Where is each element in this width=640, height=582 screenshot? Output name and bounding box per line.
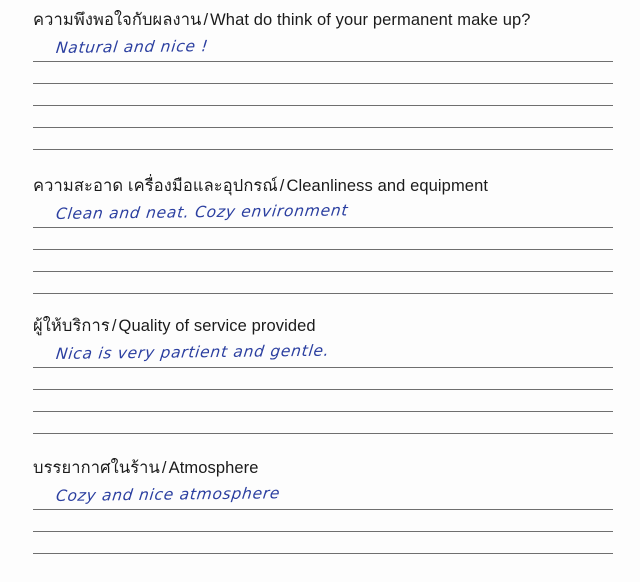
rule-line xyxy=(33,271,613,272)
rule-line xyxy=(33,531,613,532)
question-separator: / xyxy=(279,177,285,195)
question-label-thai: ความสะอาด เครื่องมือและอุปกรณ์ xyxy=(33,177,278,195)
rule-line xyxy=(33,149,613,150)
question-label-english: Quality of service provided xyxy=(118,317,316,335)
question-label-english: Cleanliness and equipment xyxy=(286,177,489,195)
rule-line xyxy=(33,293,613,294)
rule-line xyxy=(33,127,613,128)
answer-lines xyxy=(33,485,613,561)
form-section-service-quality xyxy=(33,316,613,441)
rule-line xyxy=(33,61,613,62)
form-section-cleanliness xyxy=(33,176,613,301)
question-label-thai: ผู้ให้บริการ xyxy=(33,317,110,335)
rule-line xyxy=(33,83,613,84)
question-separator: / xyxy=(161,459,167,477)
form-section-satisfaction xyxy=(33,10,613,157)
rule-line xyxy=(33,367,613,368)
question-label xyxy=(33,458,613,479)
question-label-english: Atmosphere xyxy=(168,459,259,477)
question-separator: / xyxy=(203,11,209,29)
question-label xyxy=(33,316,613,337)
handwritten-answer: Clean and neat. Cozy environment xyxy=(55,201,350,223)
rule-line xyxy=(33,509,613,510)
form-section-atmosphere xyxy=(33,458,613,561)
handwritten-answer: Nica is very partient and gentle. xyxy=(55,341,331,363)
rule-line xyxy=(33,249,613,250)
handwritten-answer: Cozy and nice atmosphere xyxy=(55,483,282,505)
question-label-english: What do think of your permanent make up? xyxy=(210,11,531,29)
question-label xyxy=(33,10,613,31)
question-label xyxy=(33,176,613,197)
rule-line xyxy=(33,411,613,412)
question-label-thai: ความพึงพอใจกับผลงาน xyxy=(33,11,202,29)
answer-lines xyxy=(33,343,613,441)
rule-line xyxy=(33,433,613,434)
rule-line xyxy=(33,105,613,106)
answer-lines xyxy=(33,37,613,157)
question-separator: / xyxy=(111,317,117,335)
answer-lines xyxy=(33,203,613,301)
rule-line xyxy=(33,553,613,554)
rule-line xyxy=(33,389,613,390)
rule-line xyxy=(33,227,613,228)
question-label-thai: บรรยากาศในร้าน xyxy=(33,459,160,477)
handwritten-answer: Natural and nice ! xyxy=(55,36,210,57)
